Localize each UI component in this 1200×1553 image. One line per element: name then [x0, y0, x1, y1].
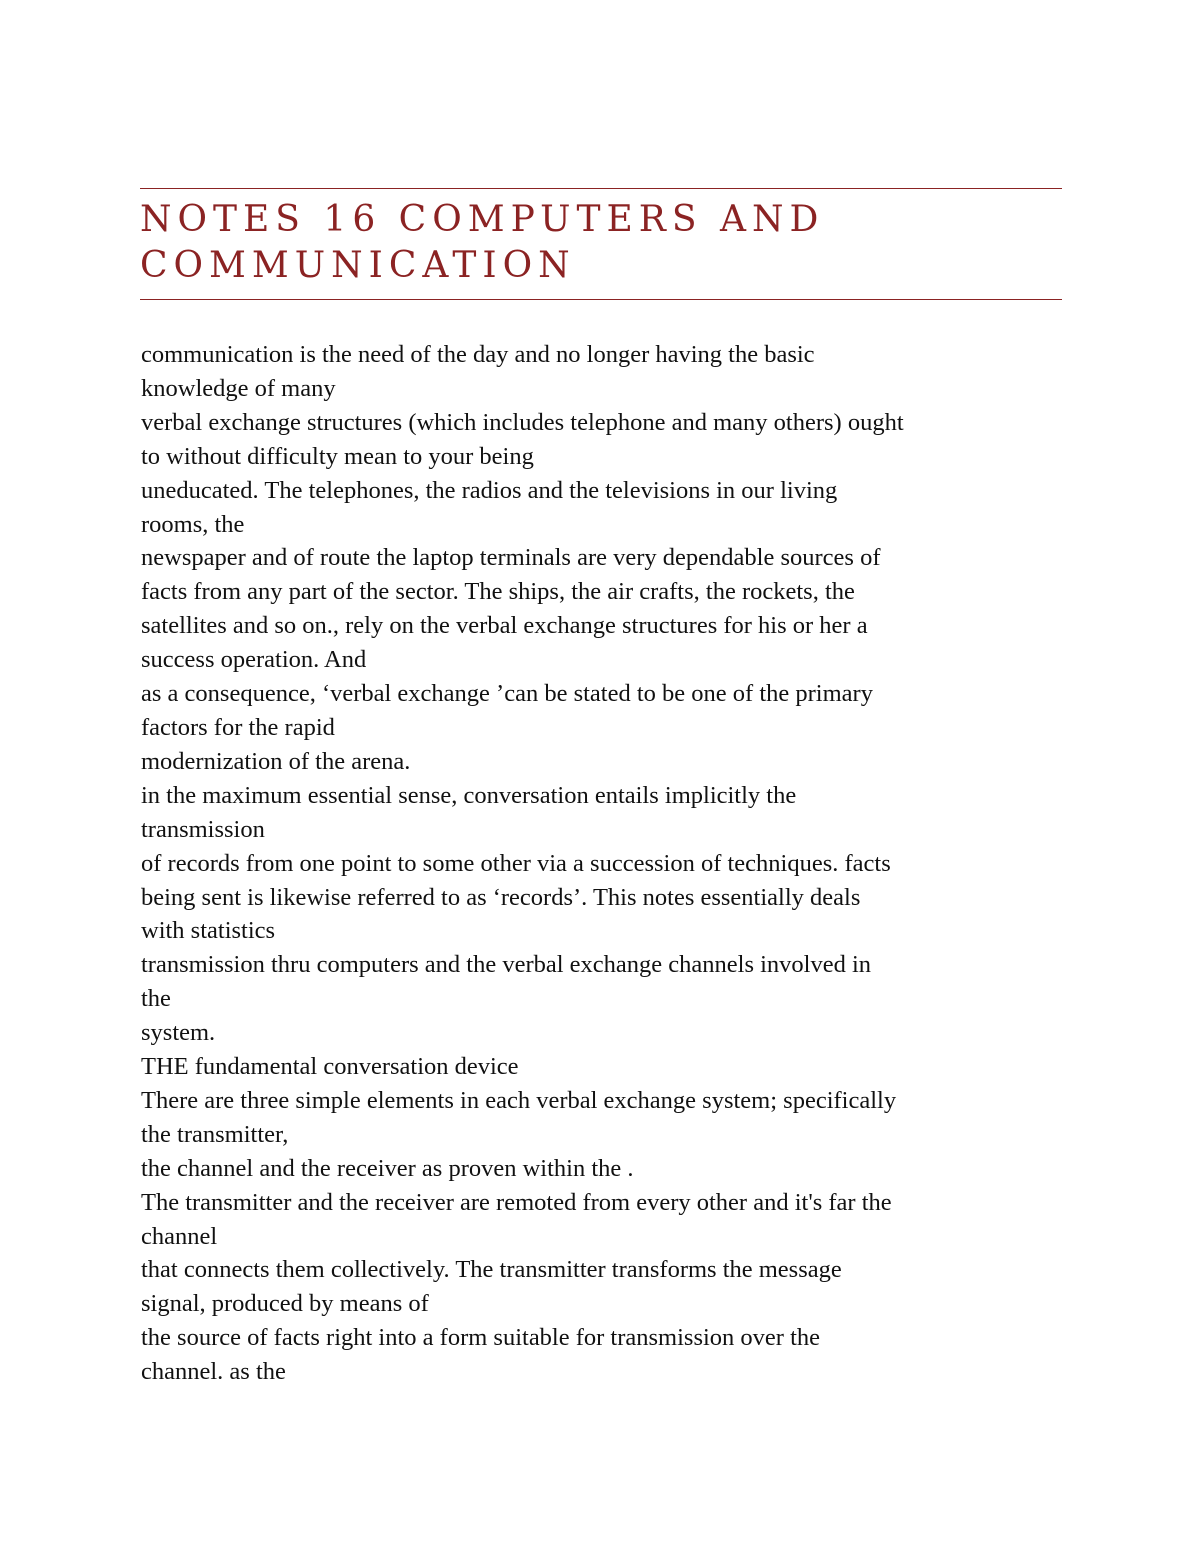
text-line: the: [141, 985, 171, 1013]
text-line: in the maximum essential sense, conversation entails implicitly the: [141, 781, 797, 809]
text-line: There are three simple elements in each verbal exchange system; specifically: [141, 1086, 897, 1114]
body-text: [141, 338, 1071, 1389]
text-line: the source of facts right into a form suitable for transmission over the: [141, 1324, 821, 1352]
text-line: rooms, the: [141, 510, 245, 538]
text-line: of records from one point to some other via a succession of techniques. facts: [141, 849, 891, 877]
text-line: newspaper and of route the laptop terminals are very dependable sources of: [141, 544, 881, 572]
title-block: [140, 188, 1062, 300]
text-line: being sent is likewise referred to as ‘records’. This notes essentially deals: [141, 883, 861, 911]
document-title: NOTES 16 COMPUTERS AND COMMUNICATION: [140, 199, 825, 286]
text-line: modernization of the arena.: [141, 747, 411, 775]
text-line: channel: [141, 1222, 218, 1250]
text-line: the channel and the receiver as proven within the .: [141, 1154, 634, 1182]
text-line: as a consequence, ‘verbal exchange ’can be stated to be one of the primary: [141, 680, 873, 708]
text-line: channel. as the: [141, 1358, 286, 1386]
text-line: success operation. And: [141, 646, 367, 674]
text-line: communication is the need of the day and no longer having the basic: [141, 341, 815, 368]
text-line: system.: [141, 1019, 216, 1047]
text-line: uneducated. The telephones, the radios and the televisions in our living: [141, 476, 838, 504]
text-line: the transmitter,: [141, 1120, 289, 1148]
text-line: knowledge of many: [141, 374, 336, 402]
text-line: satellites and so on., rely on the verbal exchange structures for his or her a: [141, 612, 868, 640]
text-line: The transmitter and the receiver are remoted from every other and it's far the: [141, 1188, 892, 1216]
text-line: to without difficulty mean to your being: [141, 442, 534, 470]
text-line: that connects them collectively. The transmitter transforms the message: [141, 1256, 842, 1284]
text-line: verbal exchange structures (which includes telephone and many others) ought: [141, 408, 904, 436]
text-line: transmission thru computers and the verbal exchange channels involved in: [141, 951, 872, 979]
text-line: THE fundamental conversation device: [141, 1053, 519, 1081]
text-line: with statistics: [141, 917, 276, 945]
text-line: transmission: [141, 815, 265, 843]
text-line: signal, produced by means of: [141, 1290, 429, 1318]
text-line: factors for the rapid: [141, 713, 335, 741]
text-line: facts from any part of the sector. The ships, the air crafts, the rockets, the: [141, 578, 855, 606]
